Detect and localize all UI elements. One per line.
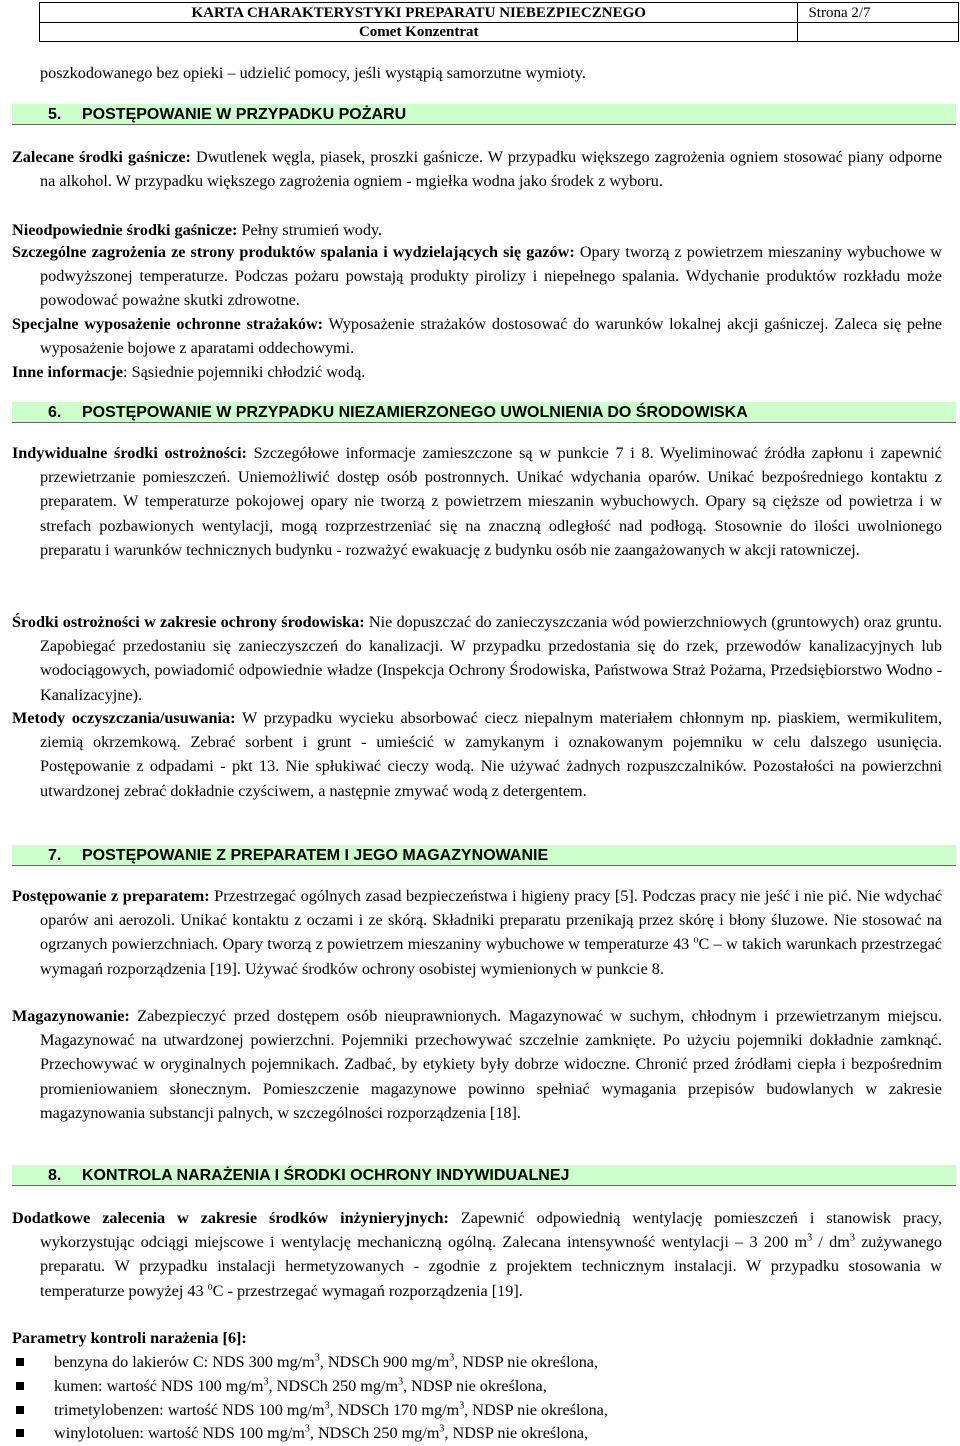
superscript: o: [207, 1281, 213, 1293]
text: Zabezpieczyć przed dostępem osób nieuprawnionych. Magazynować w suchym, chłodnym i przewietrzanym miejscu. Magazynować na utwardzonej powierzchni. Pojemniki przechowywać szczelnie zamknięte. Po użyciu pojemniki dokładnie zamknąć. Przechowywać w oryginalnych pojemnikach. Zadbać, by etykiety były dobrze widoczne. Chronić przed źródłami ciepła i bezpośrednim promieniowaniem słonecznym. Pomieszczenie magazynowe powinno spełniać wymagania przepisów budowlanych w zakresie magazynowania substancji palnych, w szczególności rozporządzenia [18].: [40, 1007, 942, 1122]
text: , NDSCh 900 mg/m: [319, 1353, 450, 1371]
s7-paragraph-2: [12, 1004, 942, 1125]
s5-paragraph-1: [12, 145, 942, 193]
page-number: Strona 2/7: [798, 4, 958, 23]
bullet-square-icon: [16, 1358, 24, 1366]
superscript: 3: [807, 1232, 813, 1244]
bullet-text: [54, 1374, 547, 1398]
intro-text: poszkodowanego bez opieki – udzielić pomocy, jeśli wystąpią samorzutne wymioty.: [40, 64, 586, 82]
text: Szczegółowe informacje zamieszczone są w punkcie 7 i 8. Wyeliminować źródła zapłonu i zapewnić przewietrzanie pomieszczeń. Uniemożliwić dostęp osób postronnych. Unikać wdychania oparów. Unikać bezpośredniego kontaktu z preparatem. W temperaturze pokojowej opary nie tworzą z powietrzem mieszanin wybuchowych. Opary są cięższe od powietrza i w strefach pozbawionych wentylacji, mogą rozprzestrzeniać się na znaczną odległość nad podłogą. Stosownie do ilości uwolnionego preparatu i warunków technicznych budynku - rozważyć ewakuację z budynku osób nie zaangażowanych w akcji ratowniczej.: [40, 444, 942, 559]
text: Pełny strumień wody.: [237, 221, 383, 239]
superscript: 3: [459, 1400, 465, 1412]
superscript: 3: [449, 1352, 455, 1364]
params-label: [12, 1326, 948, 1350]
text: Wyposażenie strażaków dostosować do warunków lokalnej akcji gaśniczej. Zaleca się pełne wyposażenie bojowe z aparatami oddechowymi.: [40, 315, 942, 358]
bullet-square-icon: [16, 1429, 24, 1437]
label: Inne informacje: [12, 363, 124, 381]
bullet-text: [54, 1398, 608, 1422]
section-7-heading: [12, 845, 956, 866]
section-number: 6.: [48, 404, 62, 421]
superscript: 3: [849, 1232, 855, 1244]
text: Dwutlenek węgla, piasek, proszki gaśnicze. W przypadku większego zagrożenia ogniem stosować piany odporne na alkohol. W przypadku większego zagrożenia ogniem - mgiełka wodna jako środek z wyboru.: [40, 148, 943, 191]
text: winylotoluen: wartość NDS 100 mg/m: [54, 1424, 305, 1442]
superscript: 3: [314, 1352, 320, 1364]
document-header: [39, 2, 959, 42]
label: Zalecane środki gaśnicze:: [12, 148, 191, 166]
header-title-cell: [40, 3, 798, 42]
text: , NDSP nie określona,: [444, 1424, 589, 1442]
text: / dm: [812, 1233, 850, 1252]
label: Postępowanie z preparatem:: [12, 887, 210, 905]
text: Nie dopuszczać do zanieczyszczania wód powierzchniowych (gruntowych) oraz gruntu. Zapobiegać przedostaniu się zanieczyszczeń do kanalizacji. W przypadku przedostania się do rzek, przewodów kanalizacyjnych lub wodociągowych, powiadomić odpowiednie władze (Inspekcja Ochrony Środowiska, Państwowa Straż Pożarna, Przedsiębiorstwo Wodno - Kanalizacyjne).: [40, 613, 943, 704]
product-name: Comet Konzentrat: [358, 23, 479, 40]
s5-paragraph-3: [12, 240, 942, 313]
section-8-heading: [12, 1165, 956, 1186]
section-5-heading: [12, 104, 956, 125]
text: trimetylobenzen: wartość NDS 100 mg/m: [54, 1401, 325, 1419]
section-number: 5.: [48, 106, 62, 123]
text: : Sąsiednie pojemniki chłodzić wodą.: [123, 363, 366, 381]
superscript: 3: [398, 1376, 404, 1388]
text: , NDSP nie określona,: [403, 1377, 547, 1395]
section-number: 7.: [48, 847, 62, 864]
s5-paragraph-2: [12, 218, 942, 242]
section-title: POSTĘPOWANIE W PRZYPADKU POŻARU: [82, 106, 407, 123]
text: , NDSP nie określona,: [454, 1353, 599, 1371]
bullet-text: [54, 1421, 588, 1445]
s8-paragraph-1: [12, 1206, 942, 1303]
s6-paragraph-3: [12, 706, 942, 803]
label: Szczególne zagrożenia ze strony produktów spalania i wydzielających się gazów:: [12, 243, 575, 261]
superscript: 3: [263, 1376, 269, 1388]
text: C - przestrzegać wymagań rozporządzenia [19].: [212, 1281, 523, 1300]
label: Indywidualne środki ostrożności:: [12, 444, 247, 462]
text: , NDSCh 250 mg/m: [268, 1377, 399, 1395]
text: , NDSCh 170 mg/m: [329, 1401, 460, 1419]
text: Zapewnić odpowiednią wentylację pomieszczeń i stanowisk pracy, wykorzystując odciągi miejscowe i wentylację mechaniczną ogólną. Zalecana intensywność wentylacji – 3 200 m: [40, 1209, 942, 1252]
s6-paragraph-2: [12, 610, 942, 707]
bullet-text: [54, 1350, 598, 1374]
superscript: 3: [304, 1423, 310, 1435]
text: C – w takich warunkach przestrzegać wymagań rozporządzenia [19]. Używać środków ochrony osobistej wymienionych w punkcie 8.: [40, 935, 942, 978]
label: Dodatkowe zalecenia w zakresie środków inżynieryjnych:: [12, 1209, 449, 1227]
section-6-heading: [12, 402, 956, 423]
label: Nieodpowiednie środki gaśnicze:: [12, 221, 238, 239]
text: Opary tworzą z powietrzem mieszaniny wybuchowe w podwyższonej temperaturze. Podczas pożaru powstają produkty pirolizy i niepełnego spalania. Wdychanie produktów rozkładu może powodować poważne skutki zdrowotne.: [40, 243, 943, 310]
label: Specjalne wyposażenie ochronne strażaków:: [12, 315, 324, 333]
section-number: 8.: [48, 1167, 62, 1184]
header-page-cell: [798, 3, 959, 42]
text: Przestrzegać ogólnych zasad bezpieczeństwa i higieny pracy [5]. Podczas pracy nie jeść i nie pić. Nie wdychać oparów ani aerozoli. Unikać kontaktu z oczami i ze skórą. Składniki preparatu przenikają przez skórę i błony śluzowe. Nie stosować na ogrzanych powierzchniach. Opary tworzą z powietrzem mieszaniny wybuchowe w temperaturze 43: [40, 887, 942, 954]
label: Środki ostrożności w zakresie ochrony środowiska:: [12, 613, 365, 631]
text: W przypadku wycieku absorbować ciecz niepalnym materiałem chłonnym np. piaskiem, wermikulitem, ziemią okrzemkową. Zebrać sorbent i grunt - umieścić w zamykanym i oznakowanym pojemniku w celu dalszego usunięcia. Postępowanie z odpadami - pkt 13. Nie spłukiwać cieczy wodą. Nie używać żadnych rozpuszczalników. Pozostałości na powierzchni utwardzonej zebrać dokładnie czyściwem, a następnie zmywać wodą z detergentem.: [40, 709, 942, 800]
bullet-square-icon: [16, 1382, 24, 1390]
document-title: KARTA CHARAKTERYSTYKI PREPARATU NIEBEZPIECZNEGO: [40, 4, 797, 23]
params-label-text: Parametry kontroli narażenia [6]:: [12, 1329, 247, 1347]
superscript: o: [693, 935, 699, 947]
s5-paragraph-4: [12, 312, 942, 360]
label: Metody oczyszczania/usuwania:: [12, 709, 236, 727]
section-title: POSTĘPOWANIE W PRZYPADKU NIEZAMIERZONEGO UWOLNIENIA DO ŚRODOWISKA: [82, 404, 748, 421]
text: zużywanego preparatu. W przypadku instalacji hermetyzowanych - zgodnie z projektem technicznym instalacji. W przypadku stosowania w temperaturze powyżej 43: [40, 1233, 943, 1300]
bullet-square-icon: [16, 1406, 24, 1414]
label: Magazynowanie:: [12, 1007, 130, 1025]
superscript: 3: [324, 1400, 330, 1412]
s5-paragraph-5: [12, 360, 942, 384]
section-title: KONTROLA NARAŻENIA I ŚRODKI OCHRONY INDYWIDUALNEJ: [82, 1167, 570, 1184]
page-empty-cell: [798, 23, 958, 41]
section-title: POSTĘPOWANIE Z PREPARATEM I JEGO MAGAZYNOWANIE: [82, 847, 549, 864]
s6-paragraph-1: [12, 441, 942, 562]
text: , NDSP nie określona,: [464, 1401, 608, 1419]
text: kumen: wartość NDS 100 mg/m: [54, 1377, 264, 1395]
s7-paragraph-1: [12, 884, 942, 981]
text: , NDSCh 250 mg/m: [309, 1424, 440, 1442]
superscript: 3: [439, 1423, 445, 1435]
text: benzyna do lakierów C: NDS 300 mg/m: [54, 1353, 315, 1371]
